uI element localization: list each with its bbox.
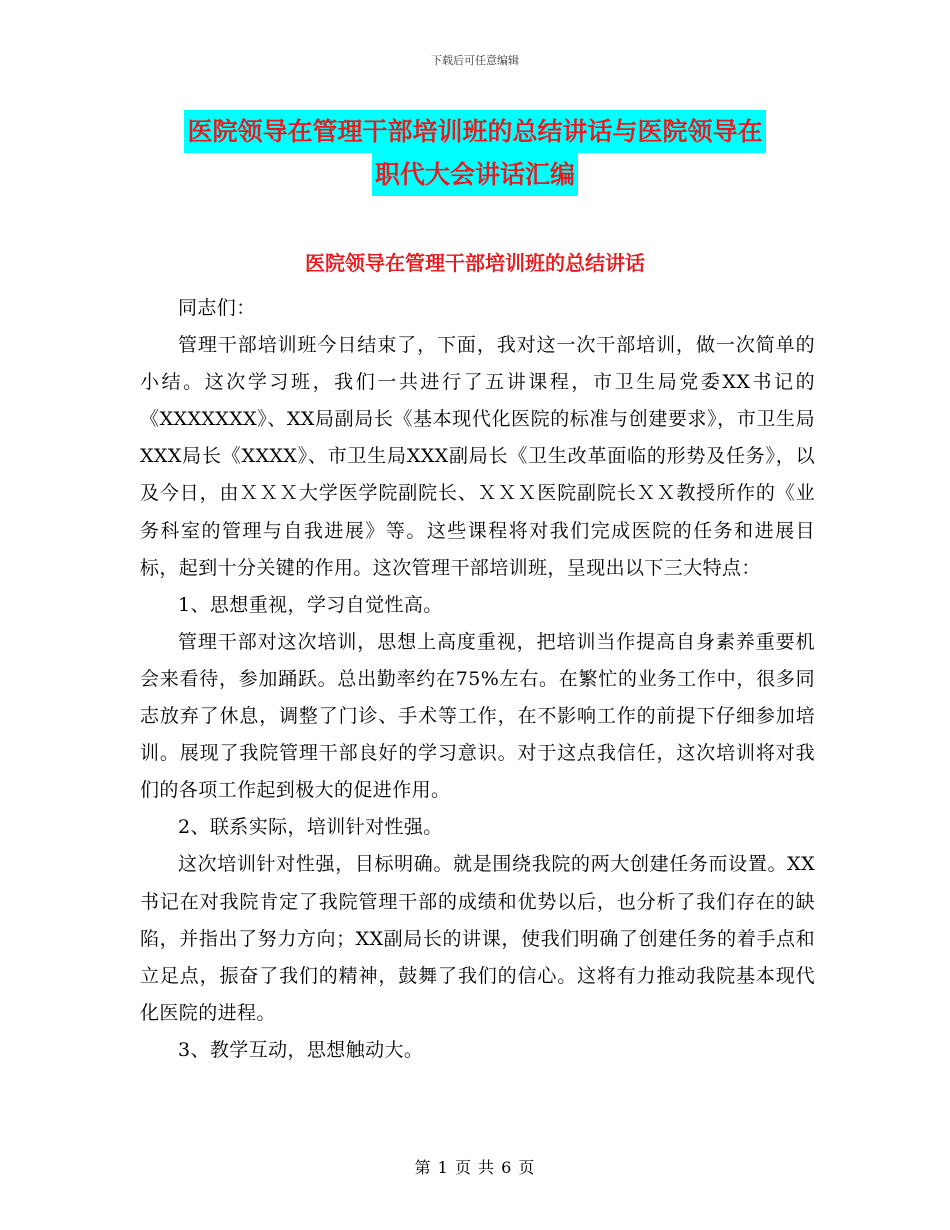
document-title bbox=[140, 110, 810, 196]
header-note: 下载后可任意编辑 bbox=[431, 54, 519, 67]
section-title: 医院领导在管理干部培训班的总结讲话 bbox=[305, 251, 645, 275]
page-number: 第 1 页 共 6 页 bbox=[414, 1158, 536, 1177]
paragraph-point-1-body: 管理干部对这次培训，思想上高度重视，把培训当作提高自身素养重要机会来看待，参加踊跃。总出勤率约在75%左右。在繁忙的业务工作中，很多同志放弃了休息，调整了门诊、手术等工作，在不影响工作的前提下仔细参加培训。展现了我院管理干部良好的学习意识。对于这点我信任，这次培训将对我们的各项工作起到极大的促进作用。 bbox=[140, 630, 815, 802]
paragraph-greeting: 同志们： bbox=[178, 297, 256, 319]
paragraph-point-1-heading: 1、思想重视，学习自觉性高。 bbox=[178, 593, 443, 616]
paragraph-point-3-heading: 3、教学互动，思想触动大。 bbox=[178, 1038, 424, 1061]
body-text bbox=[140, 290, 815, 1069]
title-line-2: 职代大会讲话汇编 bbox=[372, 153, 578, 196]
paragraph-intro: 管理干部培训班今日结束了，下面，我对这一次干部培训，做一次简单的小结。这次学习班，我们一共进行了五讲课程，市卫生局党委XX书记的《XXXXXXX》、XX局副局长《基本现代化医院的标准与创建要求》，市卫生局XXX局长《XXXX》、市卫生局XXX副局长《卫生改革面临的形势及任务》，以及今日，由ＸＸＸ大学医学院副院长、ＸＸＸ医院副院长ＸＸ教授所作的《业务科室的管理与自我进展》等。这些课程将对我们完成医院的任务和进展目标，起到十分关键的作用。这次管理干部培训班，呈现出以下三大特点： bbox=[140, 334, 815, 579]
paragraph-point-2-heading: 2、联系实际，培训针对性强。 bbox=[178, 816, 443, 839]
paragraph-point-2-body: 这次培训针对性强，目标明确。就是围绕我院的两大创建任务而设置。XX书记在对我院肯定了我院管理干部的成绩和优势以后，也分析了我们存在的缺陷，并指出了努力方向；XX副局长的讲课，使我们明确了创建任务的着手点和立足点，振奋了我们的精神，鼓舞了我们的信心。这将有力推动我院基本现代化医院的进程。 bbox=[140, 853, 815, 1024]
title-line-1: 医院领导在管理干部培训班的总结讲话与医院领导在 bbox=[184, 110, 765, 153]
